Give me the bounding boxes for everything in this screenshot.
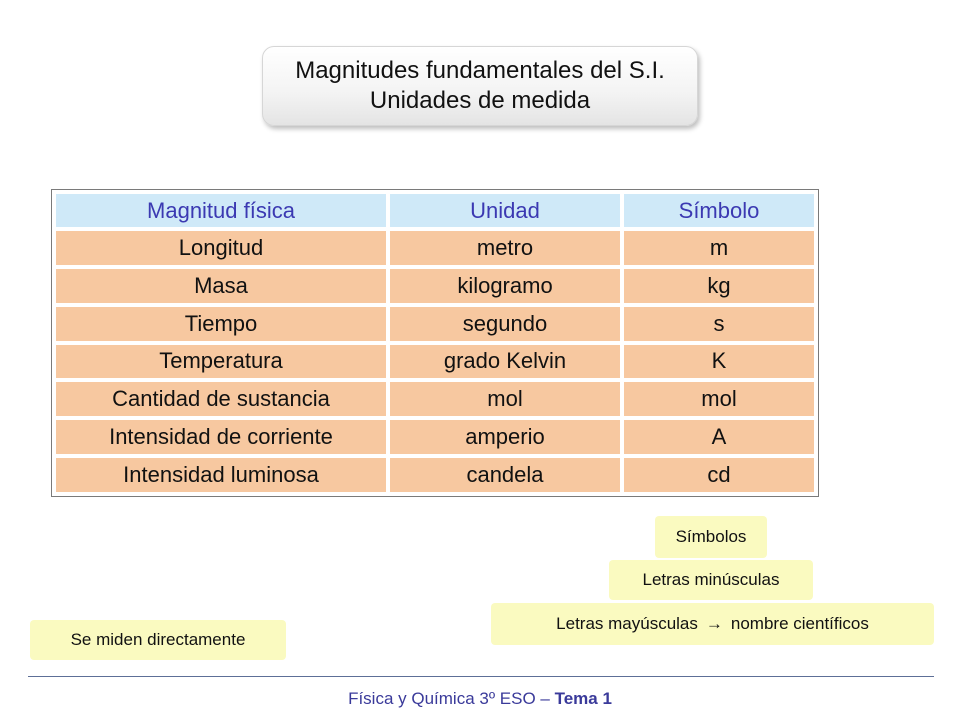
footer [0,689,960,709]
table-row [56,231,814,265]
table-header-row [56,194,814,227]
table-row [56,307,814,341]
table-row [56,420,814,454]
cell-simbolo: m [624,231,814,265]
right-arrow-icon: → [705,614,723,633]
header-simbolo: Símbolo [624,194,814,227]
note-mayusculas [491,603,934,645]
cell-magnitud: Masa [56,269,386,303]
table-row [56,382,814,416]
table-row [56,269,814,303]
title-box [262,46,698,126]
table-row [56,458,814,492]
note-mayusculas-right: nombre científicos [730,614,869,633]
title-line-2: Unidades de medida [369,87,591,114]
cell-unidad: kilogramo [390,269,620,303]
footer-divider [28,676,934,677]
cell-magnitud: Intensidad de corriente [56,420,386,454]
cell-unidad: grado Kelvin [390,345,620,379]
header-unidad: Unidad [390,194,620,227]
table-row [56,345,814,379]
cell-magnitud: Tiempo [56,307,386,341]
cell-simbolo: kg [624,269,814,303]
note-minusculas: Letras minúsculas [609,560,813,600]
note-directo: Se miden directamente [30,620,286,660]
cell-simbolo: s [624,307,814,341]
cell-magnitud: Longitud [56,231,386,265]
header-magnitud: Magnitud física [56,194,386,227]
cell-unidad: amperio [390,420,620,454]
note-simbolos: Símbolos [655,516,767,558]
cell-simbolo: cd [624,458,814,492]
title-line-1: Magnitudes fundamentales del S.I. [295,57,665,84]
note-mayusculas-left: Letras mayúsculas [556,614,698,633]
cell-simbolo: mol [624,382,814,416]
cell-unidad: metro [390,231,620,265]
cell-magnitud: Intensidad luminosa [56,458,386,492]
units-table [51,189,819,497]
cell-simbolo: K [624,345,814,379]
footer-prefix: Física y Química 3º ESO – [348,689,550,708]
cell-unidad: candela [390,458,620,492]
cell-magnitud: Cantidad de sustancia [56,382,386,416]
cell-magnitud: Temperatura [56,345,386,379]
cell-unidad: mol [390,382,620,416]
cell-unidad: segundo [390,307,620,341]
cell-simbolo: A [624,420,814,454]
footer-topic: Tema 1 [554,689,612,708]
